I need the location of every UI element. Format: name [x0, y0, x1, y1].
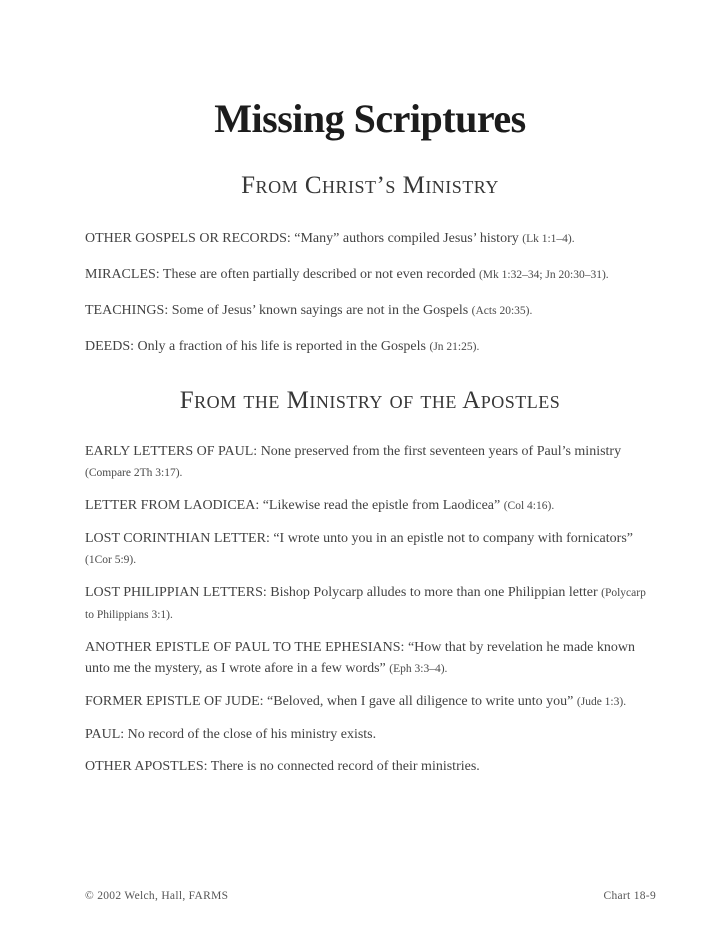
item-text: There is no connected record of their ministries.: [207, 759, 480, 774]
scripture-reference: (Polycarp to Philippians 3:1).: [85, 587, 646, 621]
item-label: FORMER EPISTLE OF JUDE:: [85, 694, 264, 709]
scripture-item: [85, 724, 655, 745]
item-text: None preserved from the first seventeen years of Paul’s ministry: [257, 444, 622, 459]
item-text: “Beloved, when I gave all diligence to write unto you”: [263, 694, 574, 709]
section-apostles-ministry-items: [85, 441, 655, 777]
item-label: LOST PHILIPPIAN LETTERS:: [85, 585, 267, 600]
item-text: “Many” authors compiled Jesus’ history: [290, 231, 519, 246]
item-label: EARLY LETTERS OF PAUL:: [85, 444, 258, 459]
scripture-reference: (Jude 1:3).: [576, 696, 627, 708]
item-label: DEEDS:: [85, 339, 134, 354]
scripture-reference: (Mk 1:32–34; Jn 20:30–31).: [478, 269, 609, 281]
section-heading-ministry-of-apostles: From the Ministry of the Apostles: [179, 387, 561, 414]
scripture-item: [85, 528, 655, 571]
scripture-item: [85, 228, 655, 250]
scripture-item: [85, 264, 655, 286]
item-label: OTHER APOSTLES:: [85, 759, 208, 774]
copyright-notice: © 2002 Welch, Hall, FARMS: [85, 890, 229, 902]
page-footer: [85, 890, 656, 902]
section-heading-christs-ministry: From Christ’s Ministry: [241, 172, 499, 199]
scripture-item: [85, 691, 655, 713]
scripture-item: [85, 336, 655, 358]
chart-number-label: Chart 18-9: [603, 890, 656, 902]
item-label: LOST CORINTHIAN LETTER:: [85, 531, 270, 546]
scripture-reference: (Col 4:16).: [503, 500, 555, 512]
item-text: Only a fraction of his life is reported in the Gospels: [134, 339, 426, 354]
scripture-reference: (Lk 1:1–4).: [522, 233, 575, 245]
scripture-item: [85, 441, 655, 484]
scripture-reference: (Compare 2Th 3:17).: [85, 467, 183, 479]
scripture-item: [85, 495, 655, 517]
section-christs-ministry-items: [85, 228, 655, 358]
scripture-item: [85, 300, 655, 322]
scripture-item: [85, 756, 655, 777]
item-label: TEACHINGS:: [85, 303, 169, 318]
item-text: These are often partially described or not even recorded: [159, 267, 476, 282]
item-text: “I wrote unto you in an epistle not to company with fornicators”: [269, 531, 633, 546]
item-label: PAUL:: [85, 727, 125, 742]
scripture-reference: (Acts 20:35).: [471, 305, 533, 317]
item-label: OTHER GOSPELS OR RECORDS:: [85, 231, 291, 246]
scripture-item: [85, 637, 655, 680]
scripture-item: [85, 582, 655, 626]
item-text: “How that by revelation he made known unto me the mystery, as I wrote afore in a few words”: [85, 640, 635, 676]
item-text: Some of Jesus’ known sayings are not in the Gospels: [168, 303, 469, 318]
item-label: MIRACLES:: [85, 267, 160, 282]
scripture-reference: (1Cor 5:9).: [85, 554, 137, 566]
scripture-reference: (Jn 21:25).: [429, 341, 480, 353]
page-title: Missing Scriptures: [214, 96, 526, 141]
item-label: ANOTHER EPISTLE OF PAUL TO THE EPHESIANS:: [85, 640, 405, 655]
item-text: No record of the close of his ministry exists.: [124, 727, 377, 742]
item-text: “Likewise read the epistle from Laodicea”: [259, 498, 501, 513]
item-label: LETTER FROM LAODICEA:: [85, 498, 260, 513]
scripture-reference: (Eph 3:3–4).: [389, 663, 448, 675]
item-text: Bishop Polycarp alludes to more than one Philippian letter: [266, 585, 598, 600]
